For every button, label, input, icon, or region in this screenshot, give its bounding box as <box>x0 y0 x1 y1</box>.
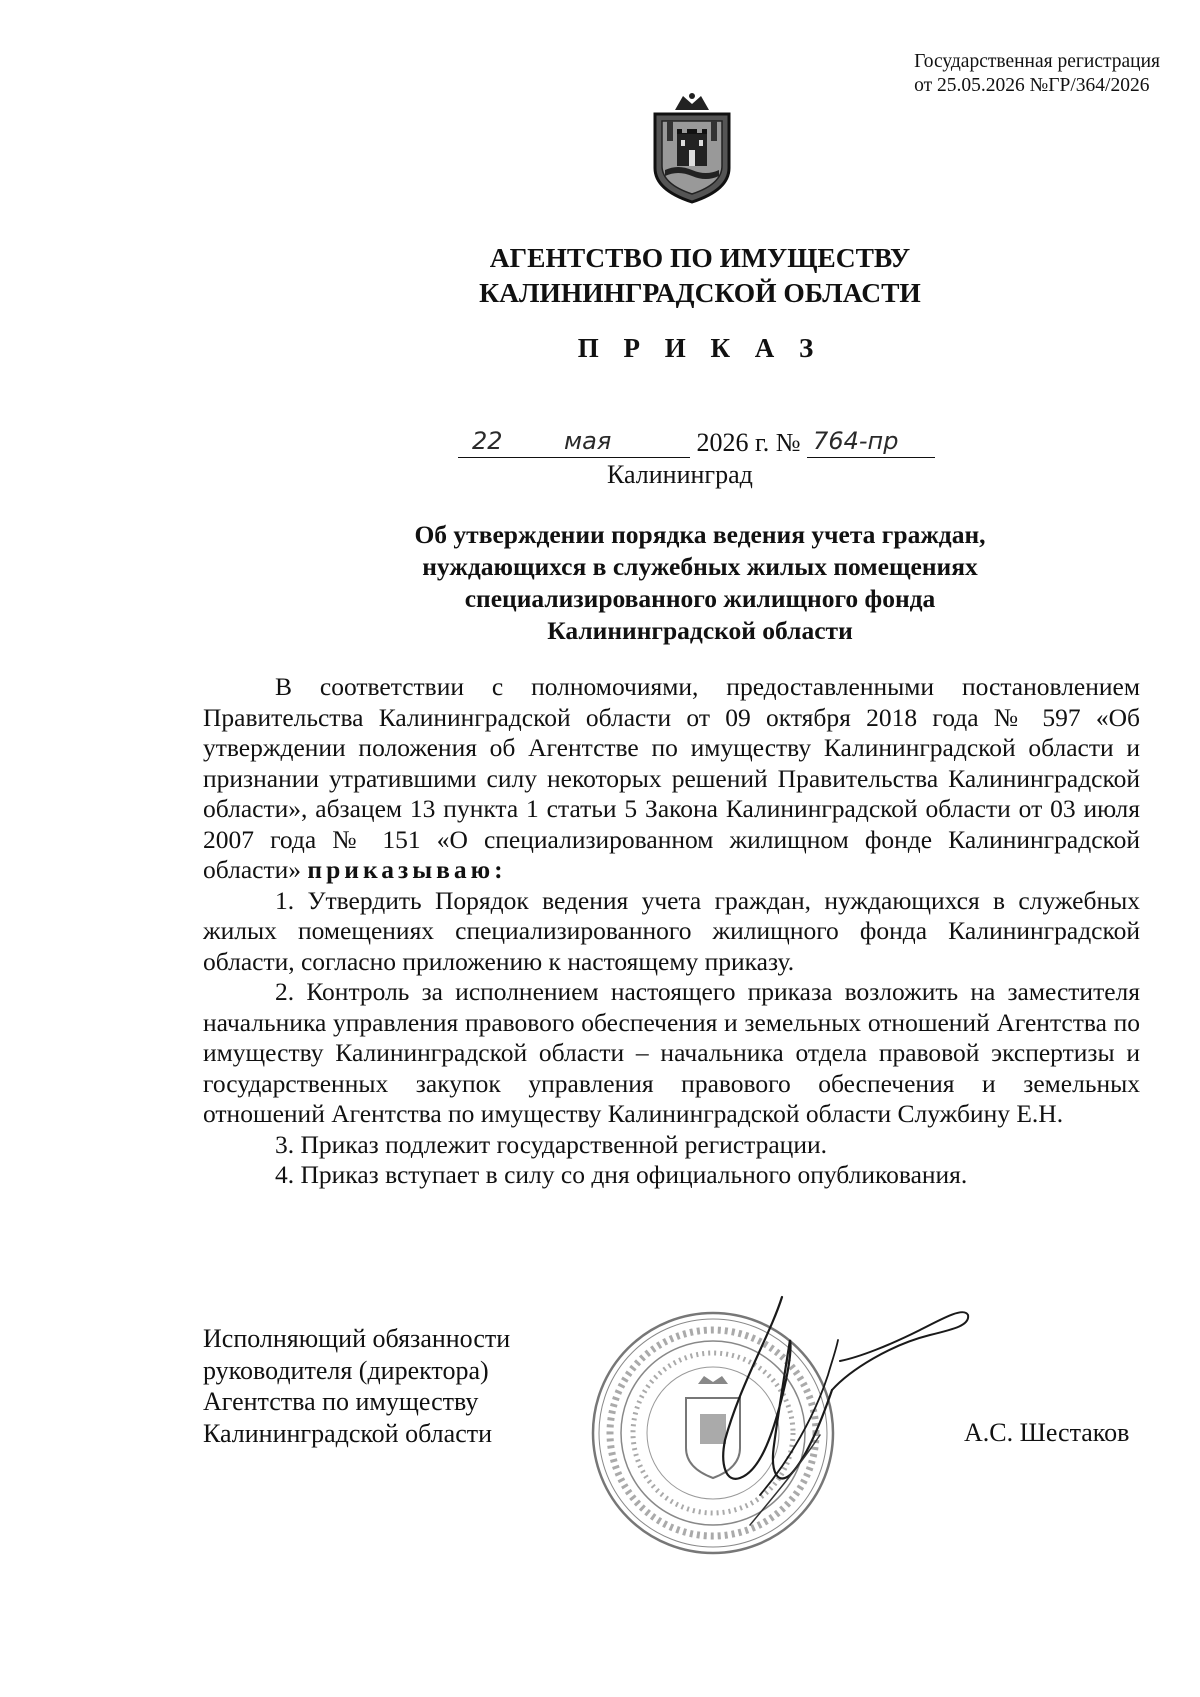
order-item-4: 4. Приказ вступает в силу со дня официального опубликования. <box>275 1160 968 1189</box>
handwritten-number: 764-пр <box>813 427 899 455</box>
kaliningrad-coat-of-arms-icon <box>645 90 739 206</box>
order-subject <box>0 519 1200 647</box>
signer-name: А.С. Шестаков <box>964 1418 1130 1447</box>
order-item-3: 3. Приказ подлежит государственной регистрации. <box>275 1129 827 1159</box>
signer-line-2: руководителя (директора) <box>203 1355 489 1385</box>
number-blank <box>807 429 935 458</box>
order-word: приказываю: <box>307 855 507 884</box>
signer-position <box>203 1323 510 1449</box>
month-blank <box>518 429 690 458</box>
agency-name <box>0 240 1200 310</box>
subject-line-1: Об утверждении порядка ведения учета граждан, <box>414 520 986 549</box>
dateline <box>458 428 935 458</box>
order-item-1: 1. Утвердить Порядок ведения учета граждан, нуждающихся в служебных жилых помещениях специализированного жилищного фонда Калининградской области, согласно приложению к настоящему приказу. <box>203 885 1140 976</box>
signer-line-1: Исполняющий обязанности <box>203 1324 511 1353</box>
handwritten-signature-icon <box>720 1295 980 1530</box>
order-item-2: 2. Контроль за исполнением настоящего приказа возложить на заместителя начальника управления правового обеспечения и земельных отношений Агентства по имуществу Калининградской области – начальника отдела правовой экспертизы и государственных закупок управления правового обеспечения и земельных отношений Агентства по имуществу Калининградской области Службину Е.Н. <box>203 977 1140 1128</box>
year-and-number-label: 2026 г. № <box>696 428 801 457</box>
registration-line-2: от 25.05.2026 №ГР/364/2026 <box>914 75 1150 96</box>
subject-line-3: специализированного жилищного фонда <box>464 584 936 613</box>
day-blank <box>458 429 518 458</box>
order-body <box>203 672 1140 1191</box>
preamble-paragraph <box>203 672 1140 886</box>
agency-line-2: КАЛИНИНГРАДСКОЙ ОБЛАСТИ <box>479 277 921 308</box>
registration-stamp <box>914 50 1160 98</box>
subject-line-2: нуждающихся в служебных жилых помещениях <box>422 552 978 581</box>
subject-line-4: Калининградской области <box>547 616 853 645</box>
agency-line-1: АГЕНТСТВО ПО ИМУЩЕСТВУ <box>489 242 911 273</box>
signer-line-3: Агентства по имуществу <box>203 1387 479 1416</box>
preamble-text: В соответствии с полномочиями, предоставленными постановлением Правительства Калининградской области от 09 октября 2018 года № 597 «Об утверждении положения об Агентстве по имуществу Калининградской области и признании утратившими силу некоторых решений Правительства Калининградской области», абзацем 13 пункта 1 статьи 5 Закона Калининградской области от 03 июля 2007 года № 151 «О специализированном жилищном фонде Калининградской области» <box>203 672 1140 884</box>
signer-line-4: Калининградской области <box>203 1418 493 1448</box>
document-type: П Р И К А З <box>577 333 823 363</box>
handwritten-day: 22 <box>472 427 503 455</box>
registration-line-1: Государственная регистрация <box>914 51 1160 72</box>
city: Калининград <box>607 460 753 489</box>
handwritten-month: мая <box>564 427 612 455</box>
